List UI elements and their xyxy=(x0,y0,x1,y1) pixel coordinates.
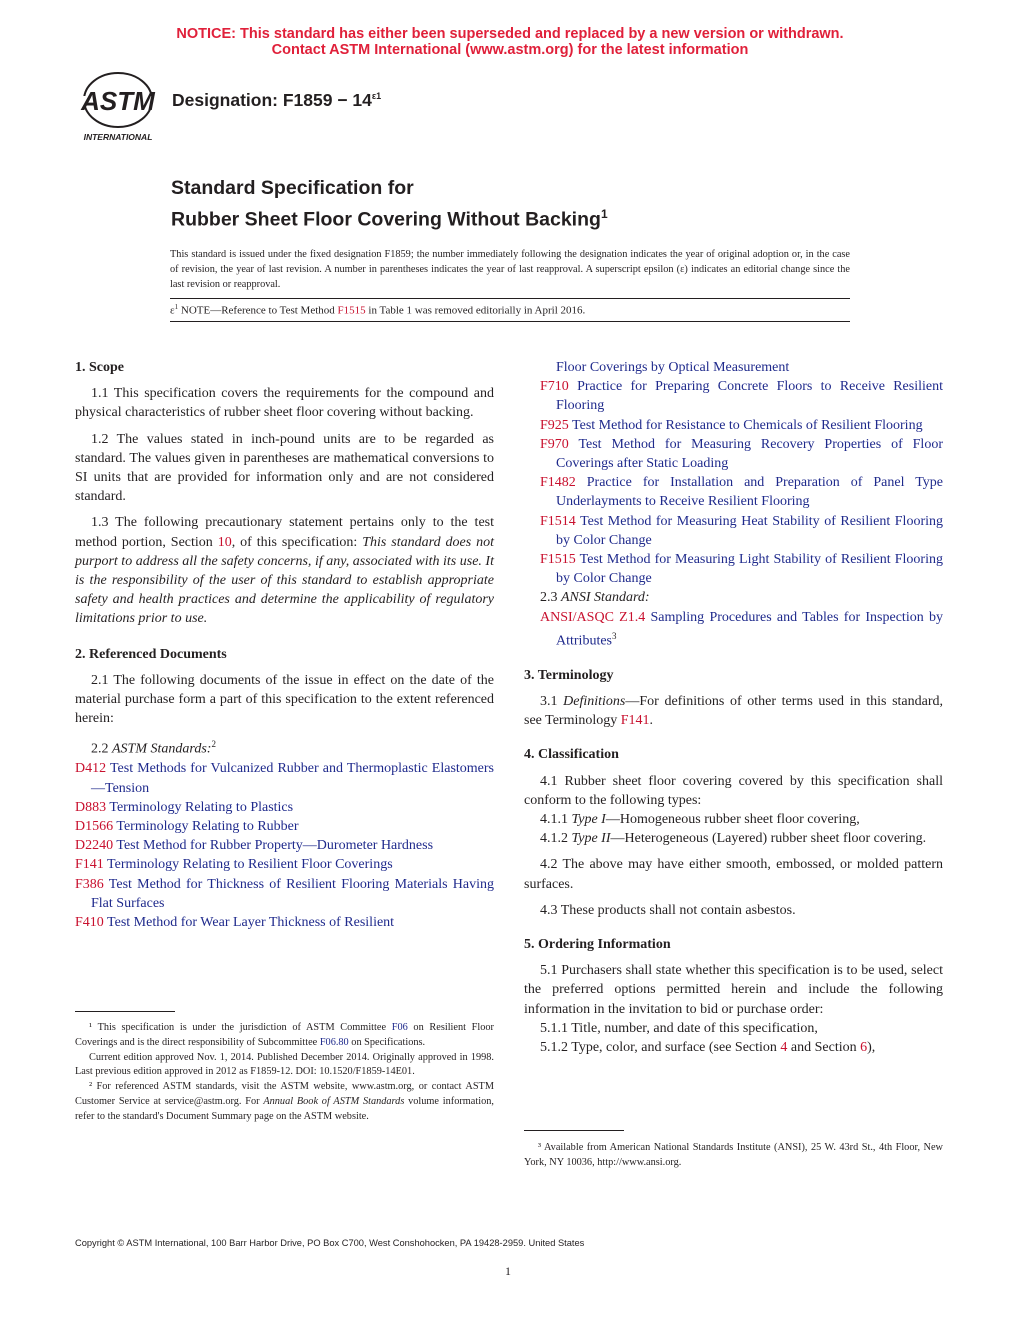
note-text-2: in Table 1 was removed editorially in April 2016. xyxy=(365,304,586,317)
document-title xyxy=(171,175,608,233)
notice-line-1: NOTICE: This standard has either been superseded and replaced by a new version or withdrawn. xyxy=(176,26,844,42)
footnote-1-text-c: on Specifications. xyxy=(348,1036,426,1048)
footnote-2-text: ² For referenced ASTM standards, visit the ASTM website, www.astm.org, or contact ASTM Customer Service at service@astm.org. For xyxy=(75,1081,494,1107)
ref-title[interactable]: Test Method for Measuring Recovery Properties of Floor Coverings after Static Loading xyxy=(556,436,943,472)
section-5-heading: 5. Ordering Information xyxy=(524,936,671,952)
ref-code[interactable]: D412 xyxy=(75,761,107,777)
page-number: 1 xyxy=(505,1264,511,1278)
para-5-1-2-end: ), xyxy=(867,1039,876,1055)
para-3-1 xyxy=(524,692,943,730)
para-4-2: 4.2 The above may have either smooth, embossed, or molded pattern surfaces. xyxy=(524,857,943,892)
notice-line-2: Contact ASTM International (www.astm.org) for the latest information xyxy=(271,42,749,58)
section-2-heading: 2. Referenced Documents xyxy=(75,646,227,662)
ref-item[interactable] xyxy=(540,512,943,550)
link-section-6[interactable]: 6 xyxy=(860,1039,868,1055)
ref-code[interactable]: D883 xyxy=(75,799,107,815)
ref-title[interactable]: Practice for Preparing Concrete Floors to Receive Resilient Flooring xyxy=(556,379,943,414)
designation xyxy=(172,90,381,111)
para-4-3: 4.3 These products shall not contain asbestos. xyxy=(540,902,796,918)
section-1-heading: 1. Scope xyxy=(75,360,124,375)
para-4-1-1-num: 4.1.1 xyxy=(540,811,572,827)
ref-title[interactable]: Terminology Relating to Plastics xyxy=(106,799,294,815)
ref-title[interactable]: Terminology Relating to Rubber xyxy=(113,818,299,834)
para-4-1-1 xyxy=(524,810,943,829)
para-1-2: 1.2 The values stated in inch-pound units are to be regarded as standard. The values given in parentheses are mathematical conversions to SI units that are provided for information only and are not considered standard. xyxy=(75,431,494,505)
astm-standards-label: ASTM Standards: xyxy=(112,742,212,758)
title-line-2-text: Rubber Sheet Floor Covering Without Backing xyxy=(171,208,601,231)
editorial-note xyxy=(170,303,585,317)
left-column xyxy=(75,358,494,932)
ref-title[interactable]: Test Method for Wear Layer Thickness of Resilient xyxy=(103,914,395,930)
ansi-ref-title[interactable]: Sampling Procedures and Tables for Inspection by Attributes xyxy=(556,609,943,649)
definitions-label: Definitions xyxy=(563,693,626,709)
footnote-separator-left xyxy=(75,1011,175,1012)
para-3-1-end: . xyxy=(649,713,654,729)
ref-item[interactable] xyxy=(540,435,943,473)
logo-subtitle: INTERNATIONAL xyxy=(83,132,153,142)
ref-item[interactable] xyxy=(75,855,494,874)
note-text-1: NOTE—Reference to Test Method xyxy=(178,304,338,317)
designation-label: Designation: F1859 − 14 xyxy=(172,90,372,110)
ref-item[interactable] xyxy=(540,377,943,415)
footnote-separator-right xyxy=(524,1130,624,1131)
footnote-3: ³ Available from American National Standards Institute (ANSI), 25 W. 43rd St., 4th Floor, New York, NY 10036, http://www.ansi.org. xyxy=(524,1142,943,1168)
type-i-label: Type I xyxy=(571,811,606,827)
title-line-2 xyxy=(171,201,608,233)
ansi-ref-code[interactable]: ANSI/ASQC Z1.4 xyxy=(540,609,646,625)
ref-code[interactable]: F1482 xyxy=(540,475,576,491)
ref-code[interactable]: F925 xyxy=(540,417,569,433)
left-reference-list xyxy=(75,759,494,932)
para-2-3 xyxy=(524,588,943,607)
para-2-3-num: 2.3 xyxy=(540,590,561,606)
footnote-2 xyxy=(75,1080,494,1124)
ref-code[interactable]: D1566 xyxy=(75,818,114,834)
ref-title[interactable]: Test Method for Measuring Light Stability of Resilient Flooring by Color Change xyxy=(556,552,943,587)
footnote-1-text-b: on Resilient Floor Coverings and is the direct responsibility of Subcommittee xyxy=(75,1022,494,1048)
para-5-1-2 xyxy=(524,1038,943,1057)
safety-statement: This standard does not purport to address all the safety concerns, if any, associated with its use. It is the responsibility of the user of this standard to establish appropriate safety and health practices and determine the applicability of regulatory limitations prior to use. xyxy=(75,534,494,627)
para-1-3-text-b: , of this specification: xyxy=(231,534,363,550)
issuance-statement: This standard is issued under the fixed designation F1859; the number immediately following the designation indicates the year of original adoption or, in the case of revision, the year of last revision. A number in parentheses indicates the year of last reapproval. A superscript epsilon (ε) indicates an editorial change since the last revision or reapproval. xyxy=(170,249,850,290)
para-4-1-2-text: —Heterogeneous (Layered) rubber sheet floor covering. xyxy=(610,831,927,847)
para-2-2 xyxy=(75,735,494,759)
ref-code[interactable]: F386 xyxy=(75,876,104,892)
designation-sup: ε1 xyxy=(371,91,382,102)
ref-code[interactable]: F1514 xyxy=(540,513,576,529)
right-column xyxy=(524,358,943,1057)
footnotes-left xyxy=(75,1021,494,1125)
ref-item[interactable] xyxy=(540,550,943,588)
astm-logo-icon xyxy=(74,72,162,146)
para-5-1-2-text: 5.1.2 Type, color, and surface (see Section xyxy=(540,1039,781,1055)
ref-code[interactable]: F141 xyxy=(75,857,104,873)
ref-title[interactable]: Test Method for Thickness of Resilient Flooring Materials Having Flat Surfaces xyxy=(91,876,494,911)
link-section-4[interactable]: 4 xyxy=(780,1039,788,1055)
astm-logo xyxy=(74,72,162,146)
footnote-1-edition: Current edition approved Nov. 1, 2014. Published December 2014. Originally approved in 1998. Last previous edition approved in 2012 as F1859-12. DOI: 10.1520/F1859-14E01. xyxy=(75,1051,494,1078)
link-f06[interactable]: F06 xyxy=(391,1022,408,1033)
ref-code[interactable]: D2240 xyxy=(75,838,114,854)
para-2-1: 2.1 The following documents of the issue in effect on the date of the material purchase form a part of this specification to the extent referenced herein: xyxy=(75,672,494,727)
title-line-1: Standard Specification for xyxy=(171,177,414,199)
ref-item[interactable] xyxy=(75,836,494,855)
para-1-3-text: 1.3 The following precautionary statement pertains only to the test method portion, Section xyxy=(75,515,494,550)
note-link-f1515[interactable]: F1515 xyxy=(337,304,366,317)
note-epsilon: ε xyxy=(170,304,175,317)
logo-letters: ASTM xyxy=(81,86,155,116)
annual-book-title: Annual Book of ASTM Standards xyxy=(263,1095,405,1107)
ref-continuation[interactable]: Floor Coverings by Optical Measurement xyxy=(556,360,790,375)
ref-item[interactable] xyxy=(75,875,494,913)
divider-top xyxy=(170,298,850,299)
ref-code[interactable]: F970 xyxy=(540,436,569,452)
right-reference-list xyxy=(524,377,943,588)
ref-item[interactable] xyxy=(540,473,943,511)
para-1-1: 1.1 This specification covers the requirements for the compound and physical characteristics of rubber sheet floor covering without backing. xyxy=(75,386,494,421)
ansi-ref-item[interactable] xyxy=(524,608,943,651)
title-sup: 1 xyxy=(600,207,608,221)
ref-item[interactable] xyxy=(540,416,943,435)
link-f06-80[interactable]: F06.80 xyxy=(319,1036,349,1048)
para-1-3 xyxy=(75,513,494,628)
link-f141[interactable]: F141 xyxy=(620,713,650,729)
para-5-1: 5.1 Purchasers shall state whether this specification is to be used, select the preferred options permitted herein and include the following information in the invitation to bid or purchase order: xyxy=(524,963,943,1017)
ref-title[interactable]: Test Method for Resistance to Chemicals of Resilient Flooring xyxy=(568,417,923,433)
para-3-1-text: —For definitions of other terms used in this standard, see Terminology xyxy=(524,693,943,729)
section-4-heading: 4. Classification xyxy=(524,747,619,763)
link-section-10[interactable]: 10 xyxy=(217,534,232,550)
ref-item[interactable] xyxy=(75,798,494,817)
copyright-line: Copyright © ASTM International, 100 Barr Harbor Drive, PO Box C700, West Conshohocken, PA 19428-2959. United States xyxy=(75,1238,585,1248)
ref-code[interactable]: F410 xyxy=(75,914,104,930)
para-4-1-2-num: 4.1.2 xyxy=(540,831,572,847)
para-4-1: 4.1 Rubber sheet floor covering covered by this specification shall conform to the following types: xyxy=(524,773,943,808)
para-3-1-num: 3.1 xyxy=(540,693,564,709)
footnote-1-text: ¹ This specification is under the jurisdiction of ASTM Committee xyxy=(89,1022,392,1033)
footnote-2-ref: 2 xyxy=(211,739,216,750)
ref-title[interactable]: Test Methods for Vulcanized Rubber and Thermoplastic Elastomers—Tension xyxy=(91,761,494,796)
para-4-1-2 xyxy=(524,829,943,848)
ref-item[interactable] xyxy=(75,817,494,836)
ref-title[interactable]: Test Method for Measuring Heat Stability of Resilient Flooring by Color Change xyxy=(556,513,943,548)
para-4-1-1-text: —Homogeneous rubber sheet floor covering, xyxy=(605,811,860,827)
ref-code[interactable]: F710 xyxy=(540,379,569,395)
type-ii-label: Type II xyxy=(571,831,611,847)
para-2-2-num: 2.2 xyxy=(91,742,112,758)
note-sup: 1 xyxy=(174,303,179,311)
para-5-1-2-text-b: and Section xyxy=(787,1039,861,1055)
divider-bottom xyxy=(170,321,850,322)
footnote-3-ref: 3 xyxy=(612,630,617,641)
ref-item[interactable] xyxy=(75,759,494,797)
section-3-heading: 3. Terminology xyxy=(524,667,614,683)
ansi-standard-label: ANSI Standard: xyxy=(561,590,650,606)
ref-title[interactable]: Practice for Installation and Preparation of Panel Type Underlayments to Receive Resilient Flooring xyxy=(556,475,943,510)
ref-title[interactable]: Test Method for Rubber Property—Durometer Hardness xyxy=(113,838,434,854)
ref-item[interactable] xyxy=(75,913,494,932)
para-5-1-1: 5.1.1 Title, number, and date of this specification, xyxy=(540,1020,818,1036)
withdrawal-notice xyxy=(0,26,1020,58)
footnote-1 xyxy=(75,1021,494,1051)
ref-code[interactable]: F1515 xyxy=(540,552,576,568)
ref-title[interactable]: Terminology Relating to Resilient Floor Coverings xyxy=(103,857,393,873)
footnote-2-text-b: volume information, refer to the standard's Document Summary page on the ASTM website. xyxy=(75,1095,494,1122)
